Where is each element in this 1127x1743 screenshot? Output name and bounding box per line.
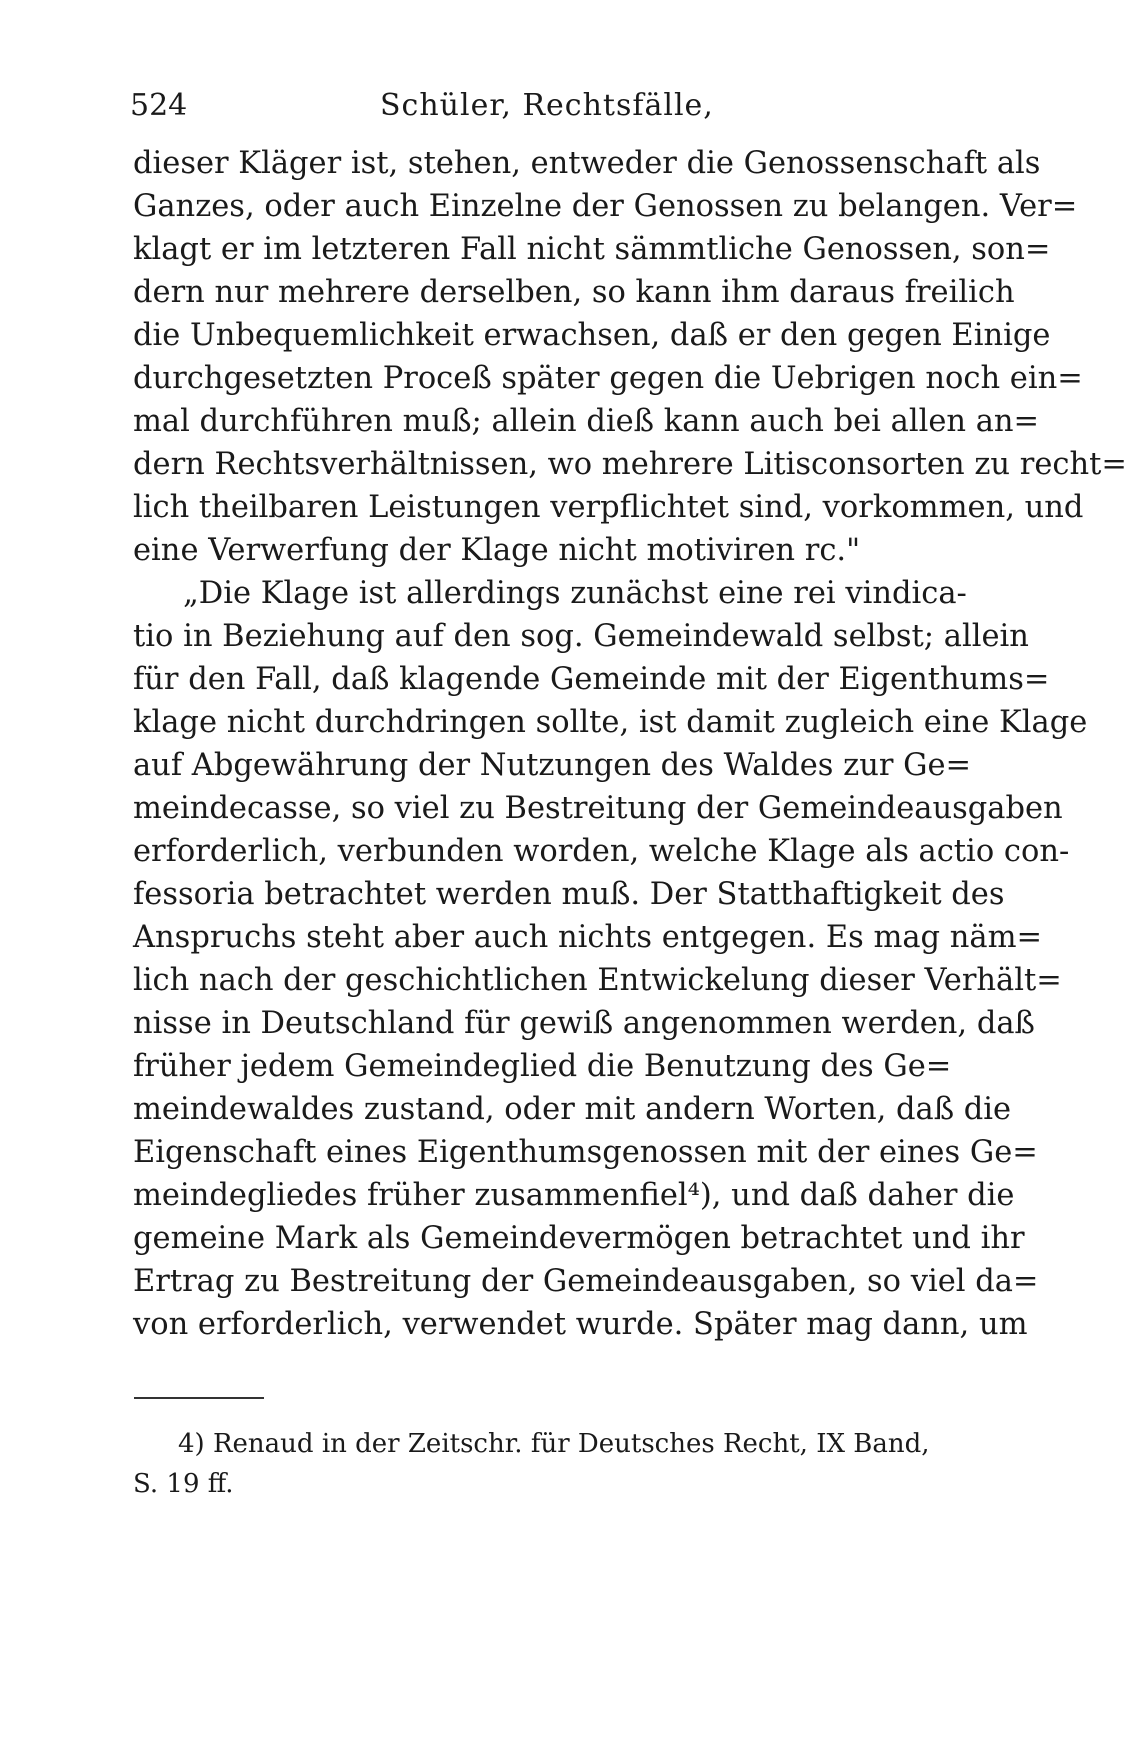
- text-line: tio in Beziehung auf den sog. Gemeindewald selbst; allein: [133, 619, 1029, 654]
- text-line: gemeine Mark als Gemeindevermögen betrachtet und ihr: [133, 1221, 1025, 1256]
- text-line: Ganzes, oder auch Einzelne der Genossen zu belangen. Ver=: [133, 189, 1078, 224]
- text-line: durchgesetzten Proceß später gegen die Uebrigen noch ein=: [133, 361, 1083, 396]
- text-line: auf Abgewährung der Nutzungen des Waldes zur Ge=: [133, 748, 972, 783]
- page-header: [130, 88, 890, 128]
- running-head: Schüler, Rechtsfälle,: [380, 88, 714, 123]
- text-line: meindecasse, so viel zu Bestreitung der Gemeindeausgaben: [133, 791, 1063, 826]
- text-line: klage nicht durchdringen sollte, ist damit zugleich eine Klage: [133, 705, 1088, 740]
- text-line: früher jedem Gemeindeglied die Benutzung des Ge=: [133, 1049, 952, 1084]
- text-line: für den Fall, daß klagende Gemeinde mit der Eigenthums=: [133, 662, 1050, 697]
- text-line: „Die Klage ist allerdings zunächst eine rei vindica-: [183, 576, 967, 611]
- text-line: mal durchführen muß; allein dieß kann auch bei allen an=: [133, 404, 1040, 439]
- text-line: lich theilbaren Leistungen verpflichtet sind, vorkommen, und: [133, 490, 1084, 525]
- text-line: nisse in Deutschland für gewiß angenommen werden, daß: [133, 1006, 1035, 1041]
- body-text: [133, 142, 1127, 1346]
- text-line: dern Rechtsverhältnissen, wo mehrere Litisconsorten zu recht=: [133, 447, 1127, 482]
- footnote-line: 4) Renaud in der Zeitschr. für Deutsches Recht, IX Band,: [178, 1429, 930, 1459]
- text-line: lich nach der geschichtlichen Entwickelung dieser Verhält=: [133, 963, 1062, 998]
- text-line: dieser Kläger ist, stehen, entweder die Genossenschaft als: [133, 146, 1041, 181]
- text-line: fessoria betrachtet werden muß. Der Statthaftigkeit des: [133, 877, 1005, 912]
- text-line: meindewaldes zustand, oder mit andern Worten, daß die: [133, 1092, 1012, 1127]
- text-line: Ertrag zu Bestreitung der Gemeindeausgaben, so viel da=: [133, 1264, 1039, 1299]
- footnote: [133, 1424, 930, 1504]
- text-line: eine Verwerfung der Klage nicht motiviren rc.": [133, 533, 861, 568]
- text-line: dern nur mehrere derselben, so kann ihm daraus freilich: [133, 275, 1015, 310]
- text-line: die Unbequemlichkeit erwachsen, daß er den gegen Einige: [133, 318, 1051, 353]
- footnote-line: S. 19 ff.: [133, 1469, 234, 1499]
- text-line: meindegliedes früher zusammenfiel⁴), und daß daher die: [133, 1178, 1015, 1213]
- page-number: 524: [130, 88, 188, 123]
- footnote-divider: [134, 1397, 264, 1399]
- text-line: von erforderlich, verwendet wurde. Später mag dann, um: [133, 1307, 1028, 1342]
- text-line: erforderlich, verbunden worden, welche Klage als actio con-: [133, 834, 1070, 869]
- text-line: klagt er im letzteren Fall nicht sämmtliche Genossen, son=: [133, 232, 1051, 267]
- text-line: Anspruchs steht aber auch nichts entgegen. Es mag näm=: [133, 920, 1043, 955]
- text-line: Eigenschaft eines Eigenthumsgenossen mit der eines Ge=: [133, 1135, 1038, 1170]
